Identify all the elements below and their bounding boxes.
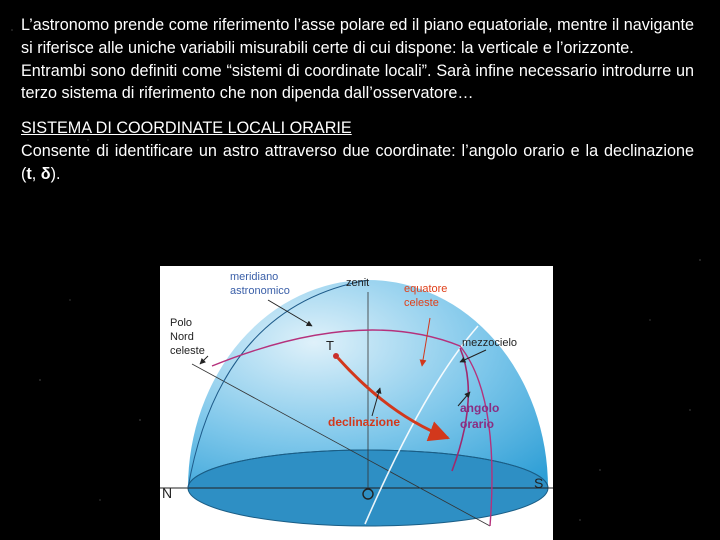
label-t: T: [326, 338, 334, 353]
intro-paragraph: Entrambi sono definiti come “sistemi di coordinate locali”. Sarà infine necessario introdurre un terzo sistema di riferimento che non dipenda dall’osservatore…: [21, 61, 694, 103]
symbol-delta: δ: [40, 164, 51, 183]
celestial-diagram: [160, 266, 553, 540]
intro-paragraph: L’astronomo prende come riferimento l’asse polare ed il piano equatoriale, mentre il navigante si riferisce alle uniche variabili misurabili certe di cui dispone: la verticale e l’orizzonte.: [21, 16, 694, 57]
section-text-before: Consente di identificare un astro attraverso due coordinate: l’angolo orario e la declinazione (: [21, 141, 694, 183]
section-text: [21, 140, 694, 186]
label-orario: orario: [460, 417, 495, 431]
label-polo: Polo: [170, 317, 193, 329]
polo-pointer: [200, 356, 208, 364]
label-meridiano: meridiano: [230, 271, 279, 283]
label-n: N: [162, 485, 173, 501]
section-title: SISTEMA DI COORDINATE LOCALI ORARIE: [21, 119, 352, 138]
label-zenit: zenit: [346, 277, 370, 289]
label-s: S: [534, 475, 544, 491]
label-nord: Nord: [170, 331, 194, 343]
label-angolo: angolo: [460, 401, 500, 415]
symbol-t: t: [26, 164, 32, 183]
separator: ,: [31, 164, 41, 183]
slide-text: [21, 14, 694, 186]
label-celeste-polo: celeste: [170, 345, 205, 357]
label-declinazione: declinazione: [328, 415, 401, 429]
label-celeste-equatore: celeste: [404, 297, 439, 309]
label-astronomico: astronomico: [230, 285, 290, 297]
section-text-after: ).: [50, 164, 61, 183]
star-t: [333, 353, 339, 359]
label-equatore: equatore: [404, 283, 448, 295]
label-mezzocielo: mezzocielo: [462, 337, 518, 349]
